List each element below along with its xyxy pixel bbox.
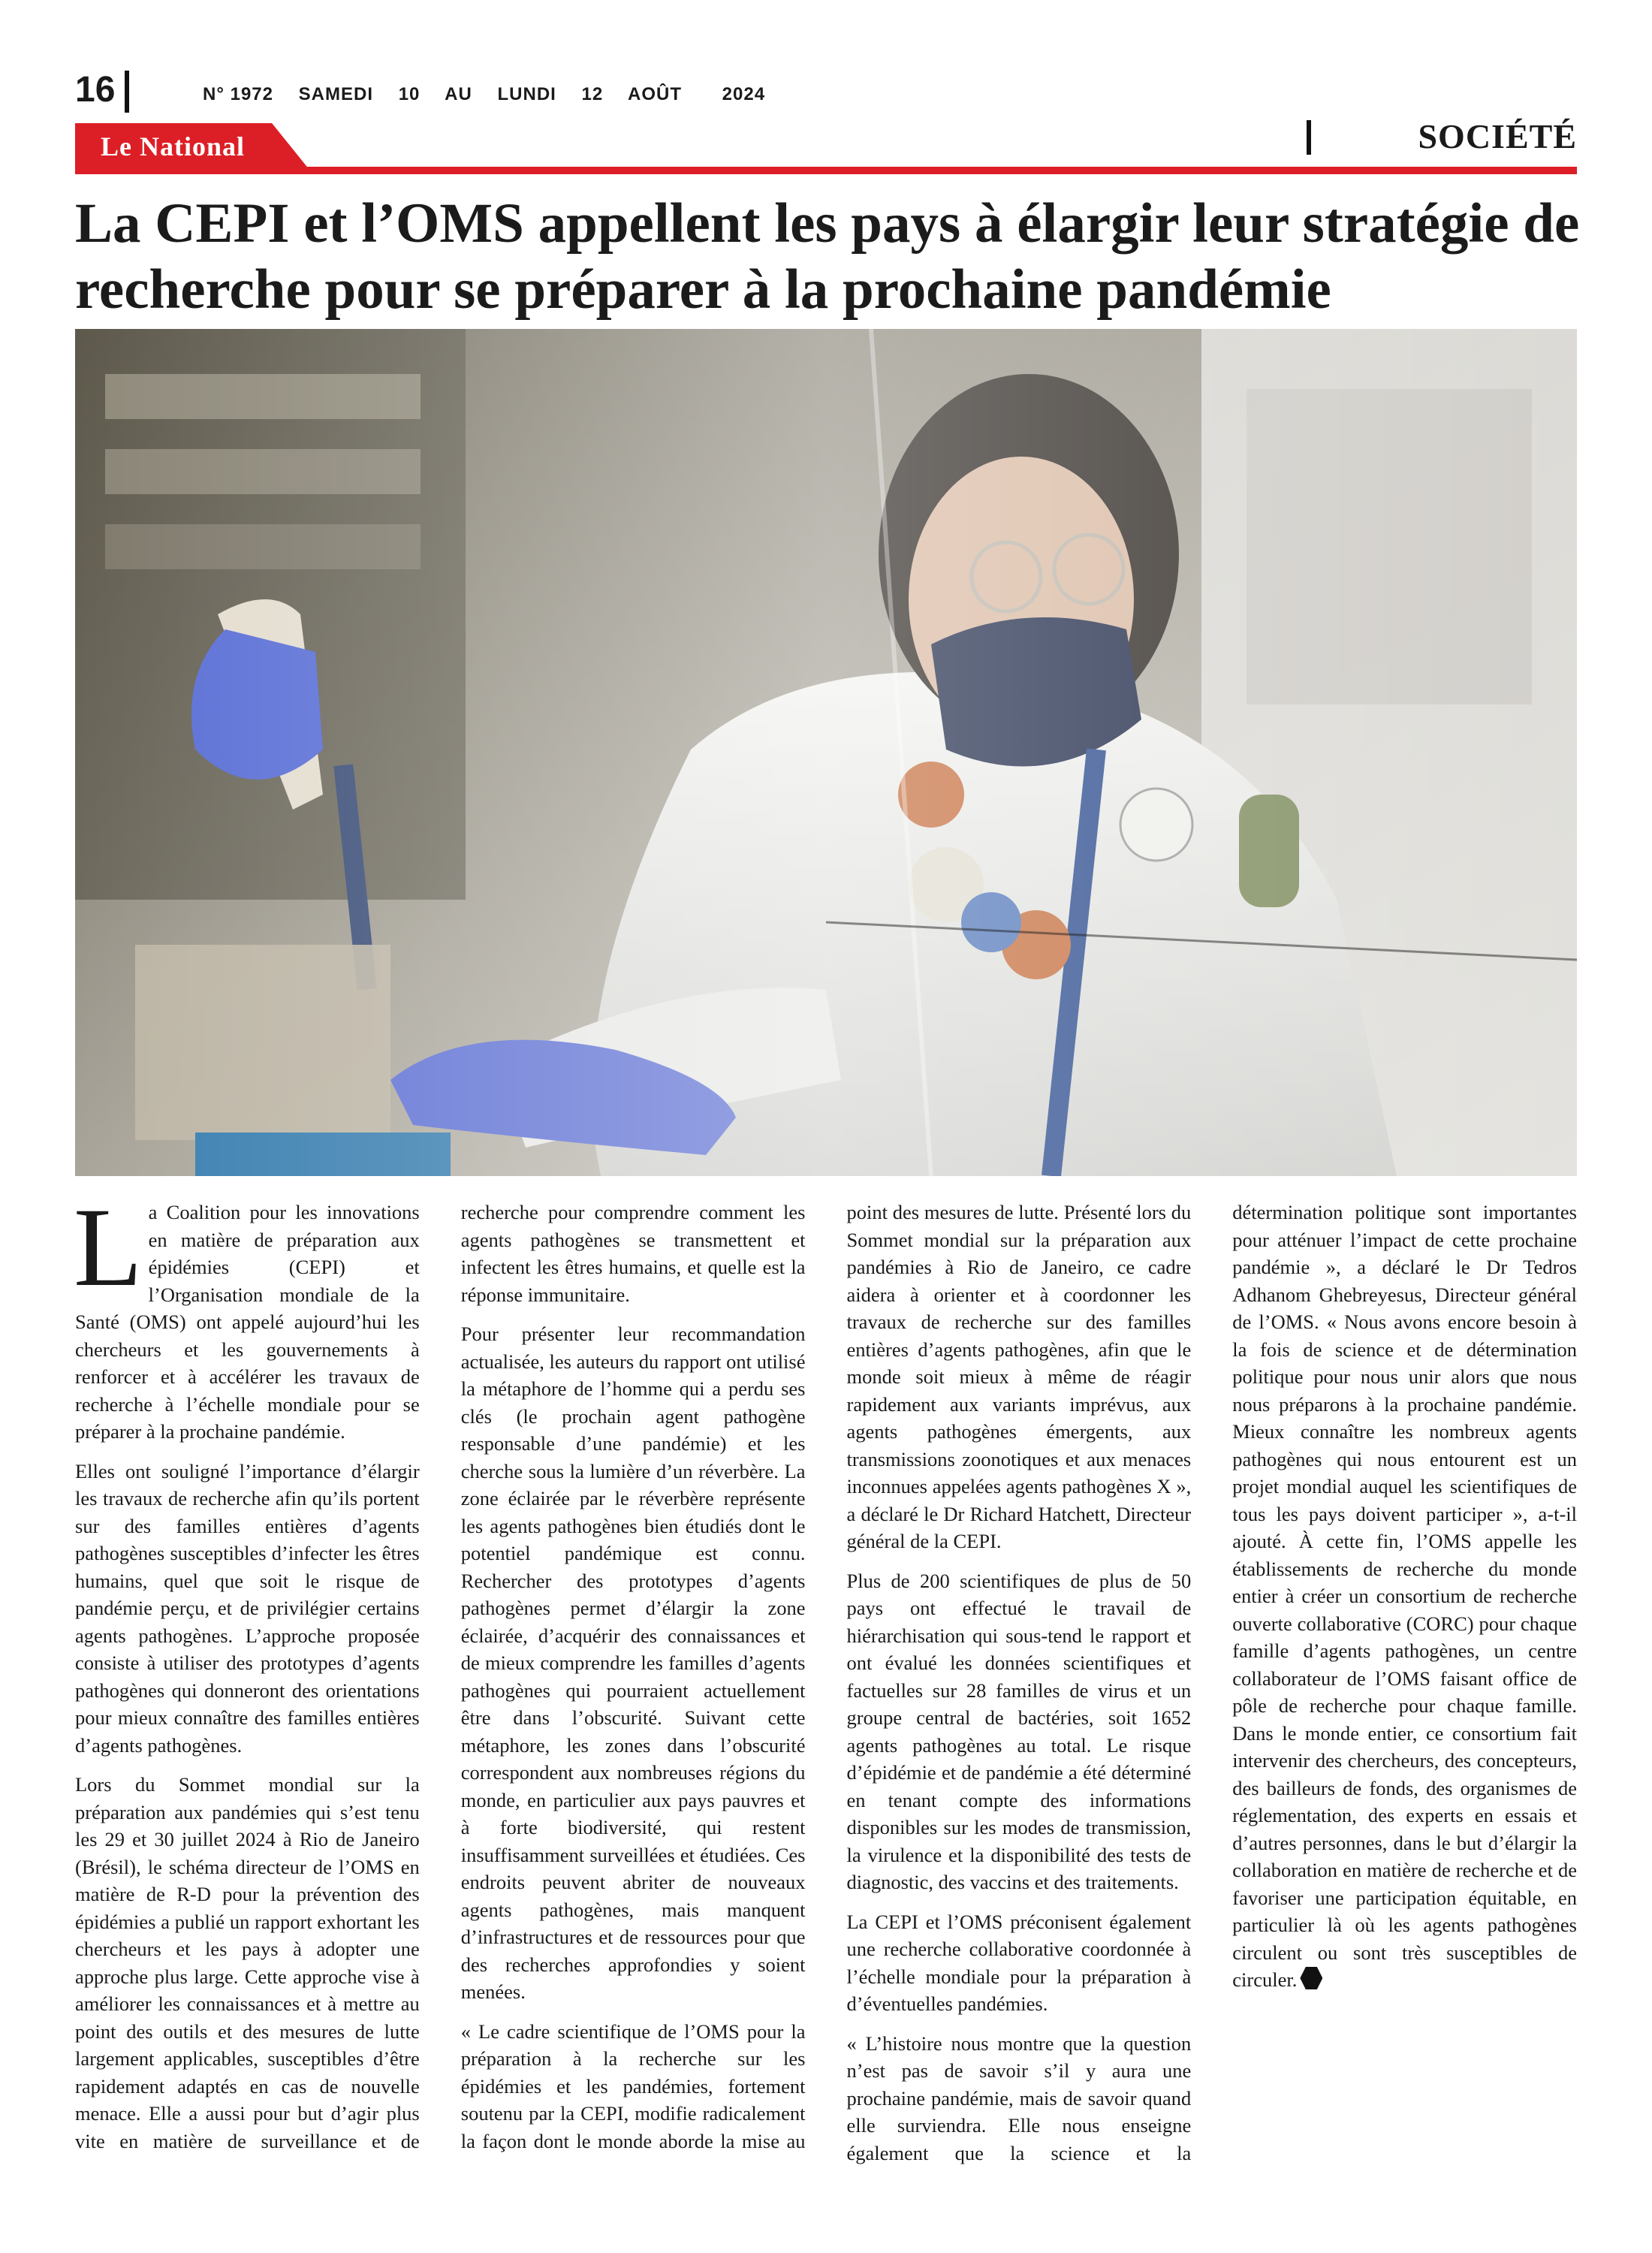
section-divider — [1307, 120, 1311, 155]
end-of-article-icon — [1300, 1967, 1322, 1989]
date-connector: AU — [445, 84, 472, 104]
article-paragraph: « Le cadre scientifique de l’OMS pour la préparation à la recherche sur les épidémies et les pandémies, fortement soutenu par la CEPI, modifie radicalement la façon dont le monde aborde la mise au point des mesures de lutte. Présenté lors du Sommet mondial sur la préparation aux pandémies à Rio de Janeiro, ce cadre aidera à orienter et à coordonner les travaux de recherche sur des familles entières d’agents pathogènes, afin que le monde soit mieux à même de réagir rapidement aux variants imprévus, aux agents pathogènes émergents, aux transmissions zoonotiques et aux menaces inconnues appelées agents pathogènes X », a déclaré le Dr Richard Hatchett, Directeur général de la CEPI. — [460, 1201, 1192, 2152]
issue-number: N° 1972 — [203, 84, 273, 104]
article-headline: La CEPI et l’OMS appellent les pays à élargir leur stratégie de recherche pour se préparer à la prochaine pandémie — [75, 192, 1580, 321]
paragraph-text: a Coalition pour les innovations en matière de préparation aux épidémies (CEPI) et l’Organisation mondiale de la Santé (OMS) ont appelé aujourd’hui les chercheurs et les gouvernements à renforcer et à accélérer les travaux de recherche à l’échelle mondiale pour se préparer à la prochaine pandémie. — [75, 1201, 420, 1443]
article-photo — [75, 329, 1577, 1176]
article-paragraph: Plus de 200 scientifiques de plus de 50 pays ont effectué le travail de hiérarchisation qui sous-tend le rapport et ont évalué les données scientifiques et factuelles sur 28 familles de virus et un groupe central de bactéries, soit 1652 agents pathogènes au total. Le risque d’épidémie et de pandémie a été déterminé en tenant compte des informations disponibles sur les modes de transmission, la virulence et la disponibilité des tests de diagnostic, des vaccins et des traitements. — [846, 1569, 1192, 1893]
drop-cap: L — [74, 1185, 143, 1310]
date-to: 12 — [581, 84, 604, 104]
brand-name: Le National — [101, 131, 246, 161]
lab-scene-illustration — [75, 329, 1577, 1176]
month: AOÛT — [628, 84, 682, 104]
section-label: SOCIÉTÉ — [1418, 117, 1577, 155]
date-from: 10 — [398, 84, 421, 104]
article-paragraph: Lors du Sommet mondial sur la préparation aux pandémies qui s’est tenu les 29 et 30 juillet 2024 à Rio de Janeiro (Brésil), le schéma directeur de l’OMS en matière de R-D pour la prévention des épidémies a publié un rapport exhortant les chercheurs et les pays à adopter une approche plus large. Cette approche vise à améliorer les connaissances et à mettre au point des outils et des mesures de lutte largement applicables, susceptibles d’être rapidement adaptés en cas de nouvelle menace. Elle a aussi pour but d’agir plus vite en matière de surveillance et de recherche pour comprendre comment les agents pathogènes se transmettent et infectent les êtres humains, et quelle est la réponse immunitaire. — [75, 1201, 806, 2152]
article-paragraph — [74, 1185, 420, 1446]
page-number-divider — [125, 71, 129, 113]
article-paragraph: Elles ont souligné l’importance d’élargir les travaux de recherche afin qu’ils portent sur des familles entières d’agents pathogènes susceptibles d’infecter les êtres humains, quel que soit le risque de pandémie perçu, et de privilégier certains agents pathogènes. L’approche proposée consiste à utiliser des prototypes d’agents pathogènes qui donneront des orientations pour mieux connaître des familles entières d’agents pathogènes. — [75, 1459, 420, 1757]
day-to: LUNDI — [497, 84, 556, 104]
issue-dateline — [203, 84, 785, 105]
year: 2024 — [722, 84, 766, 104]
article-body — [74, 1185, 1577, 2175]
article-paragraph: La CEPI et l’OMS préconisent également une recherche collaborative coordonnée à l’échelle mondiale pour la préparation à d’éventuelles pandémies. — [846, 1910, 1192, 2015]
article-paragraph: Pour présenter leur recommandation actualisée, les auteurs du rapport ont utilisé la métaphore de l’homme qui a perdu ses clés (le prochain agent pathogène responsable d’une pandémie) et les cherche sous la lumière d’un réverbère. La zone éclairée par le réverbère représente les agents pathogènes bien étudiés dont le potentiel pandémique est connu. Rechercher des prototypes d’agents pathogènes permet d’élargir la zone éclairée, d’acquérir des connaissances et de mieux comprendre les familles d’agents pathogènes qui pourraient actuellement être dans l’obscurité. Suivant cette métaphore, les zones dans l’obscurité correspondent aux nombreuses régions du monde, en particulier aux pays pauvres et à forte biodiversité, qui restent insuffisamment surveillées et étudiées. Ces endroits peuvent abriter de nouveaux agents pathogènes, mais manquent d’infrastructures et de ressources pour que des recherches approfondies y soient menées. — [460, 1323, 806, 2003]
day-from: SAMEDI — [298, 84, 374, 104]
header-rule — [75, 167, 1577, 174]
page-number: 16 — [75, 70, 116, 110]
paragraph-text: « L’histoire nous montre que la question n’est pas de savoir s’il y aura une prochaine pandémie, mais de savoir quand elle surviendra. Elle nous enseigne également que la science et la détermination politique sont importantes pour atténuer l’impact de cette prochaine pandémie », a déclaré le Dr Tedros Adhanom Ghebreyesus, Directeur général de l’OMS. « Nous avons encore besoin à la fois de science et de détermination politique pour nous unir alors que nous nous préparons à la prochaine pandémie. Mieux connaître les nombreux agents pathogènes qui nous entourent est un projet mondial auquel les scientifiques de tous les pays doivent participer », a-t-il ajouté. À cette fin, l’OMS appelle les établissements de recherche du monde entier à créer un consortium de recherche ouverte collaborative (CORC) pour chaque famille d’agents pathogènes, un centre collaborateur de l’OMS faisant office de pôle de recherche pour chaque famille. Dans le monde entier, ce consortium fait intervenir des chercheurs, des concepteurs, des bailleurs de fonds, des organismes de réglementation, des experts en essais et d’autres personnes, dans le but d’élargir la collaboration en matière de recherche et de favoriser une participation équitable, en particulier là où les agents pathogènes circulent ou sont très susceptibles de circuler. — [846, 1201, 1577, 2164]
